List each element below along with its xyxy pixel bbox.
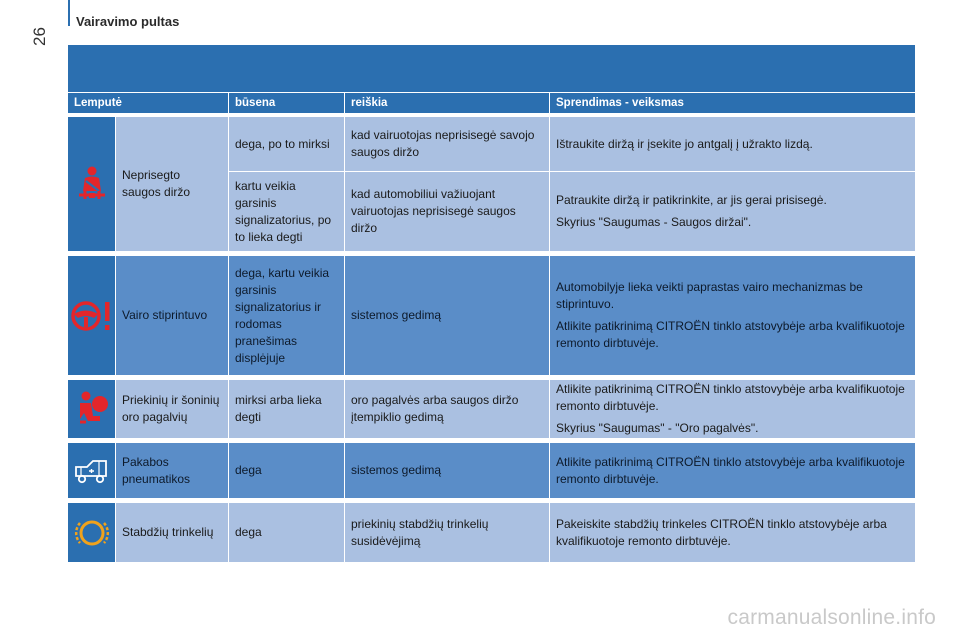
- section-title: Vairavimo pultas: [76, 14, 180, 29]
- lamp-state: dega, kartu veikia garsinis signalizatorius ir rodomas pranešimas displėjuje: [229, 256, 345, 376]
- lamp-action: [550, 172, 915, 252]
- lamp-state: kartu veikia garsinis signalizatorius, po to lieka degti: [229, 172, 345, 252]
- lamp-meaning: oro pagalvės arba saugos diržo įtempiklio gedimą: [345, 380, 550, 439]
- brake-pads-wear-icon: [73, 514, 111, 552]
- lamp-meaning: sistemos gedimą: [345, 256, 550, 376]
- action-paragraph: Atlikite patikrinimą CITROËN tinklo atstovybėje arba kvalifikuotoje remonto dirbtuvėje.: [556, 319, 905, 350]
- action-paragraph: Skyrius "Saugumas" - "Oro pagalvės".: [556, 421, 759, 435]
- table-top-band: [68, 45, 915, 92]
- table-row-air-suspension: [68, 443, 915, 499]
- action-paragraph: Pakeiskite stabdžių trinkeles CITROËN tinklo atstovybėje arba kvalifikuotoje remonto dirbtuvėje.: [556, 516, 887, 548]
- column-header-state: būsena: [229, 93, 345, 113]
- lamp-meaning: sistemos gedimą: [345, 443, 550, 499]
- section-marker: [68, 0, 70, 26]
- action-paragraph: Skyrius "Saugumas - Saugos diržai".: [556, 215, 752, 229]
- lamp-action: [550, 443, 915, 499]
- lamp-action: [550, 117, 915, 172]
- table-row-brake-pads: [68, 503, 915, 563]
- lamp-action: [550, 380, 915, 439]
- table-row-seatbelt: [68, 117, 915, 172]
- lamp-name: Vairo stiprintuvo: [116, 256, 229, 376]
- lamp-icon-cell: [68, 443, 116, 499]
- column-header-action: Sprendimas - veiksmas: [550, 93, 915, 113]
- lamp-action: [550, 256, 915, 376]
- action-paragraph: Patraukite diržą ir patikrinkite, ar jis gerai prisisegė.: [556, 193, 827, 207]
- lamp-state: dega: [229, 443, 345, 499]
- watermark: carmanualsonline.info: [727, 606, 936, 629]
- lamp-icon-cell: [68, 503, 116, 563]
- air-suspension-warning-icon: [73, 456, 111, 486]
- lamp-name: Neprisegto saugos diržo: [116, 117, 229, 252]
- lamp-state: dega, po to mirksi: [229, 117, 345, 172]
- page-number: 26: [30, 27, 49, 46]
- lamp-meaning: kad automobiliui važiuojant vairuotojas neprisisegė saugos diržo: [345, 172, 550, 252]
- lamp-meaning: priekinių stabdžių trinkelių susidėvėjimą: [345, 503, 550, 563]
- table-row-airbags: [68, 380, 915, 439]
- airbag-warning-icon: [74, 389, 110, 429]
- lamp-state: dega: [229, 503, 345, 563]
- lamp-action: [550, 503, 915, 563]
- lamp-icon-cell: [68, 117, 116, 252]
- lamp-name: Pakabos pneumatikos: [116, 443, 229, 499]
- table-header-row: [68, 93, 915, 113]
- lamp-icon-cell: [68, 380, 116, 439]
- action-paragraph: Atlikite patikrinimą CITROËN tinklo atstovybėje arba kvalifikuotoje remonto dirbtuvėje.: [556, 454, 905, 486]
- action-paragraph: Automobilyje lieka veikti paprastas vairo mechanizmas be stiprintuvo.: [556, 280, 863, 311]
- lamp-name: Stabdžių trinkelių: [116, 503, 229, 563]
- warning-lamps-table: [68, 93, 915, 563]
- action-paragraph: Atlikite patikrinimą CITROËN tinklo atstovybėje arba kvalifikuotoje remonto dirbtuvėje.: [556, 382, 905, 413]
- lamp-meaning: kad vairuotojas neprisisegė savojo saugos diržo: [345, 117, 550, 172]
- lamp-icon-cell: [68, 256, 116, 376]
- column-header-means: reiškia: [345, 93, 550, 113]
- seatbelt-warning-icon: [75, 164, 109, 204]
- power-steering-warning-icon: [70, 298, 114, 334]
- table-row-power-steering: [68, 256, 915, 376]
- action-paragraph: Ištraukite diržą ir įsekite jo antgalį į užrakto lizdą.: [556, 136, 813, 151]
- lamp-name: Priekinių ir šoninių oro pagalvių: [116, 380, 229, 439]
- column-header-lamp: Lemputė: [68, 93, 229, 113]
- lamp-state: mirksi arba lieka degti: [229, 380, 345, 439]
